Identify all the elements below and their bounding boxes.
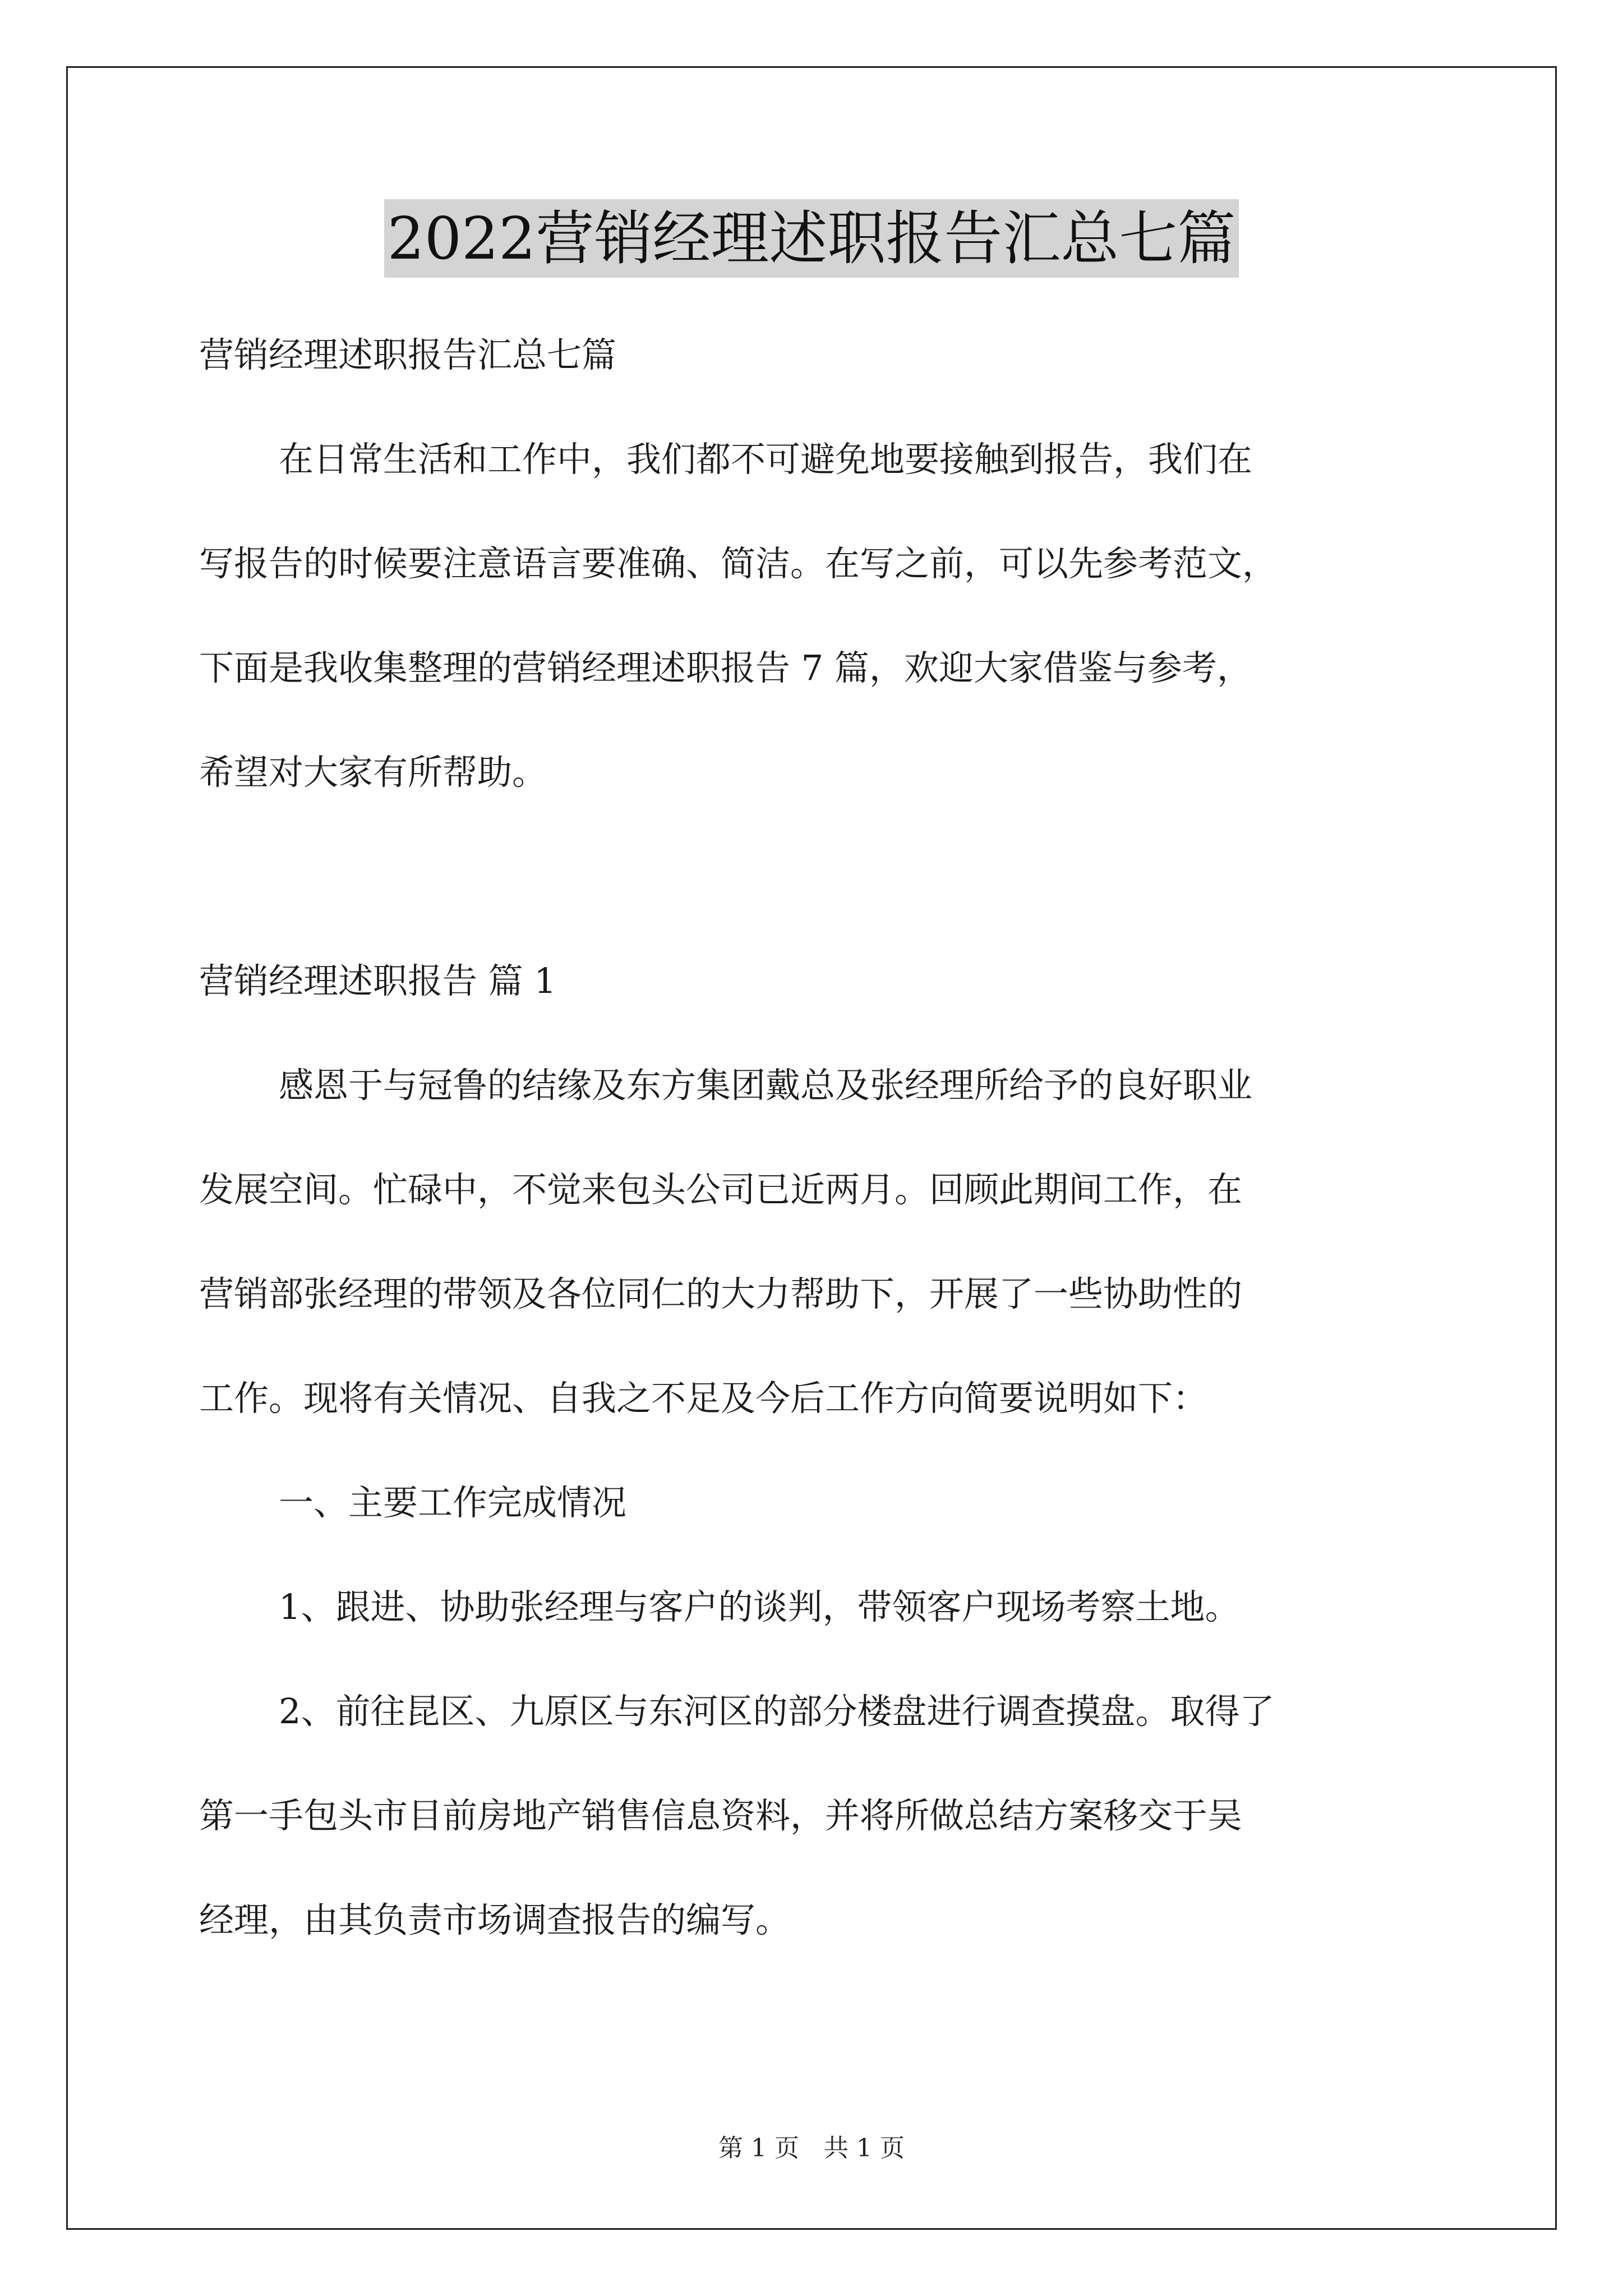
item2-line-3: 经理，由其负责市场调查报告的编写。 <box>199 1899 791 1940</box>
item2-line-2: 第一手包头市目前房地产销售信息资料，并将所做总结方案移交于吴 <box>199 1795 1243 1836</box>
document-title: 2022营销经理述职报告汇总七篇 <box>384 199 1239 278</box>
section-heading: 营销经理述职报告 篇 1 <box>199 960 556 1001</box>
item2-line-1: 2、前往昆区、九原区与东河区的部分楼盘进行调查摸盘。取得了 <box>279 1691 1275 1732</box>
para1-line-2: 发展空间。忙碌中，不觉来包头公司已近两月。回顾此期间工作，在 <box>199 1169 1243 1210</box>
intro-line-2: 写报告的时候要注意语言要准确、简洁。在写之前，可以先参考范文， <box>199 543 1278 584</box>
para1-line-1: 感恩于与冠鲁的结缘及东方集团戴总及张经理所给予的良好职业 <box>279 1065 1253 1106</box>
page-number: 第 1 页 共 1 页 <box>718 2134 905 2162</box>
sub-heading: 一、主要工作完成情况 <box>279 1482 627 1523</box>
intro-line-4: 希望对大家有所帮助。 <box>199 752 547 793</box>
document-subtitle: 营销经理述职报告汇总七篇 <box>199 334 617 375</box>
para1-line-3: 营销部张经理的带领及各位同仁的大力帮助下，开展了一些协助性的 <box>199 1273 1243 1314</box>
para1-line-4: 工作。现将有关情况、自我之不足及今后工作方向简要说明如下： <box>199 1378 1208 1419</box>
intro-line-1: 在日常生活和工作中，我们都不可避免地要接触到报告，我们在 <box>279 439 1253 480</box>
blank-line <box>199 825 1433 929</box>
document-body <box>199 303 1433 1972</box>
title-container <box>0 199 1623 278</box>
item-1: 1、跟进、协助张经理与客户的谈判，带领客户现场考察土地。 <box>279 1586 1240 1627</box>
intro-line-3: 下面是我收集整理的营销经理述职报告 7 篇，欢迎大家借鉴与参考， <box>199 647 1252 688</box>
